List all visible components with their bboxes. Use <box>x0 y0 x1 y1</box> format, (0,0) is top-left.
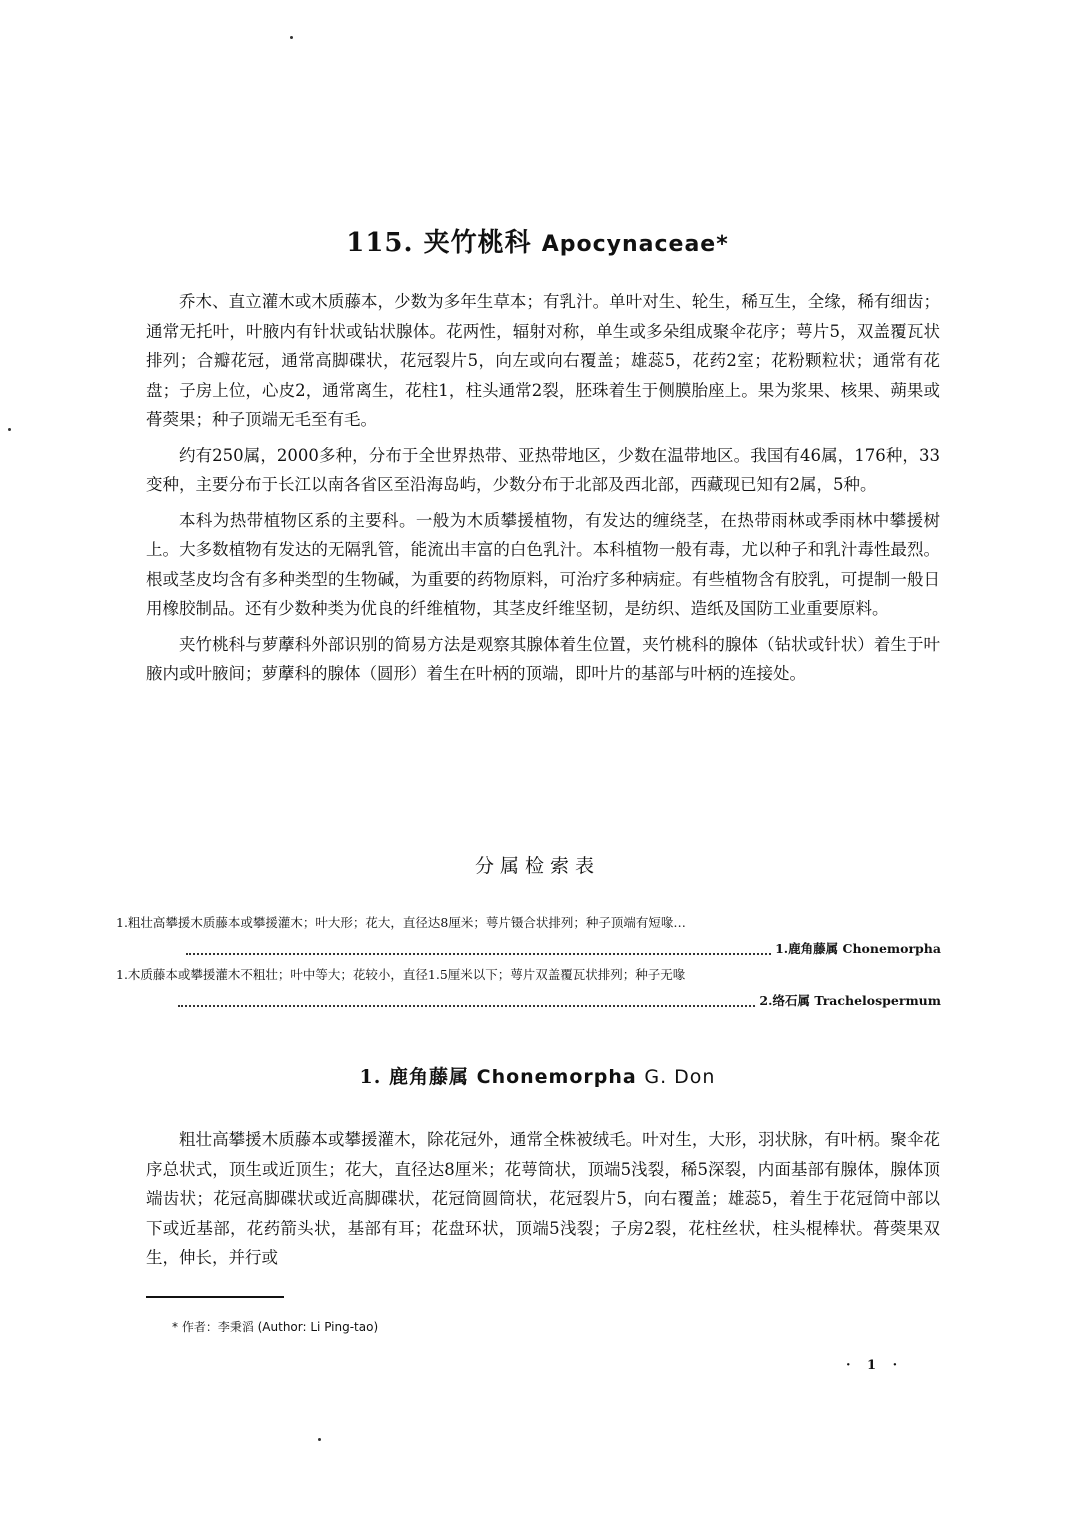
genus-name-cn: 鹿角藤属 <box>388 1066 469 1088</box>
key-entry-result-line <box>116 936 941 962</box>
dot-leader <box>178 995 755 1007</box>
importance-paragraph: 本科为热带植物区系的主要科。一般为木质攀援植物，有发达的缠绕茎，在热带雨林或季雨林中攀援树上。大多数植物有发达的无隔乳管，能流出丰富的白色乳汁。本科植物一般有毒，尤以种子和乳汁毒性最烈。根或茎皮均含有多种类型的生物碱，为重要的药物原料，可治疗多种病症。有些植物含有胶乳，可提制一般日用橡胶制品。还有少数种类为优良的纤维植物，其茎皮纤维坚韧，是纺织、造纸及国防工业重要原料。 <box>146 510 940 618</box>
distribution-paragraph: 约有250属，2000多种，分布于全世界热带、亚热带地区，少数在温带地区。我国有46属，176种，33变种，主要分布于长江以南各省区至沿海岛屿，少数分布于北部及西北部，西藏现已知有2属，5种。 <box>146 445 940 494</box>
key-title: 分属检索表 <box>474 855 600 877</box>
page-number: · 1 · <box>846 1358 904 1373</box>
genus-key <box>116 910 941 1014</box>
key-entry-text: 1.粗壮高攀援木质藤本或攀援灌木；叶大形；花大，直径达8厘米；萼片镊合状排列；种子顶端有短喙… <box>116 915 686 930</box>
key-entry-result: 1.鹿角藤属 Chonemorpha <box>775 941 941 956</box>
family-number: 115. <box>346 228 414 258</box>
scan-speck <box>318 1438 321 1441</box>
family-description <box>146 287 940 695</box>
family-name-cn: 夹竹桃科 <box>423 228 532 258</box>
family-name-latin: Apocynaceae* <box>541 232 729 257</box>
genus-name-latin: Chonemorpha <box>476 1066 637 1088</box>
key-entry-result-line <box>116 988 941 1014</box>
description-paragraph: 乔木、直立灌木或木质藤本，少数为多年生草本；有乳汁。单叶对生、轮生，稀互生，全缘，稀有细齿；通常无托叶，叶腋内有针状或钻状腺体。花两性，辐射对称，单生或多朵组成聚伞花序；萼片5，双盖覆瓦状排列；合瓣花冠，通常高脚碟状，花冠裂片5，向左或向右覆盖；雄蕊5，花药2室；花粉颗粒状；通常有花盘；子房上位，心皮2，通常离生，花柱1，柱头通常2裂，胚珠着生于侧膜胎座上。果为浆果、核果、蒴果或蓇葖果；种子顶端无毛至有毛。 <box>146 292 940 429</box>
author-footnote: * 作者：李秉滔 (Author: Li Ping-tao) <box>172 1320 379 1334</box>
genus-description-paragraph: 粗壮高攀援木质藤本或攀援灌木，除花冠外，通常全株被绒毛。叶对生，大形，羽状脉，有叶柄。聚伞花序总状式，顶生或近顶生；花大，直径达8厘米；花萼筒状，顶端5浅裂，稀5深裂，内面基部有腺体，腺体顶端齿状；花冠高脚碟状或近高脚碟状，花冠筒圆筒状，花冠裂片5，向右覆盖；雄蕊5，着生于花冠筒中部以下或近基部，花药箭头状，基部有耳；花盘环状，顶端5浅裂；子房2裂，花柱丝状，柱头棍棒状。蓇葖果双生，伸长，并行或 <box>146 1130 940 1267</box>
key-entry-result: 2.络石属 Trachelospermum <box>759 993 941 1008</box>
family-title <box>0 222 1075 259</box>
genus-description <box>146 1125 940 1279</box>
scan-speck <box>290 36 293 39</box>
key-entry-text: 1.木质藤本或攀援灌木不粗壮；叶中等大；花较小，直径1.5厘米以下；萼片双盖覆瓦状排列；种子无喙 <box>116 967 686 982</box>
identification-paragraph: 夹竹桃科与萝藦科外部识别的简易方法是观察其腺体着生位置，夹竹桃科的腺体（钻状或针状）着生于叶腋内或叶腋间；萝藦科的腺体（圆形）着生在叶柄的顶端，即叶片的基部与叶柄的连接处。 <box>146 634 940 683</box>
genus-number: 1. <box>359 1066 382 1088</box>
genus-title <box>0 1062 1075 1089</box>
dot-leader <box>186 943 771 955</box>
footnote-rule <box>146 1296 284 1298</box>
genus-author: G. Don <box>644 1066 716 1088</box>
scan-speck <box>8 428 11 431</box>
